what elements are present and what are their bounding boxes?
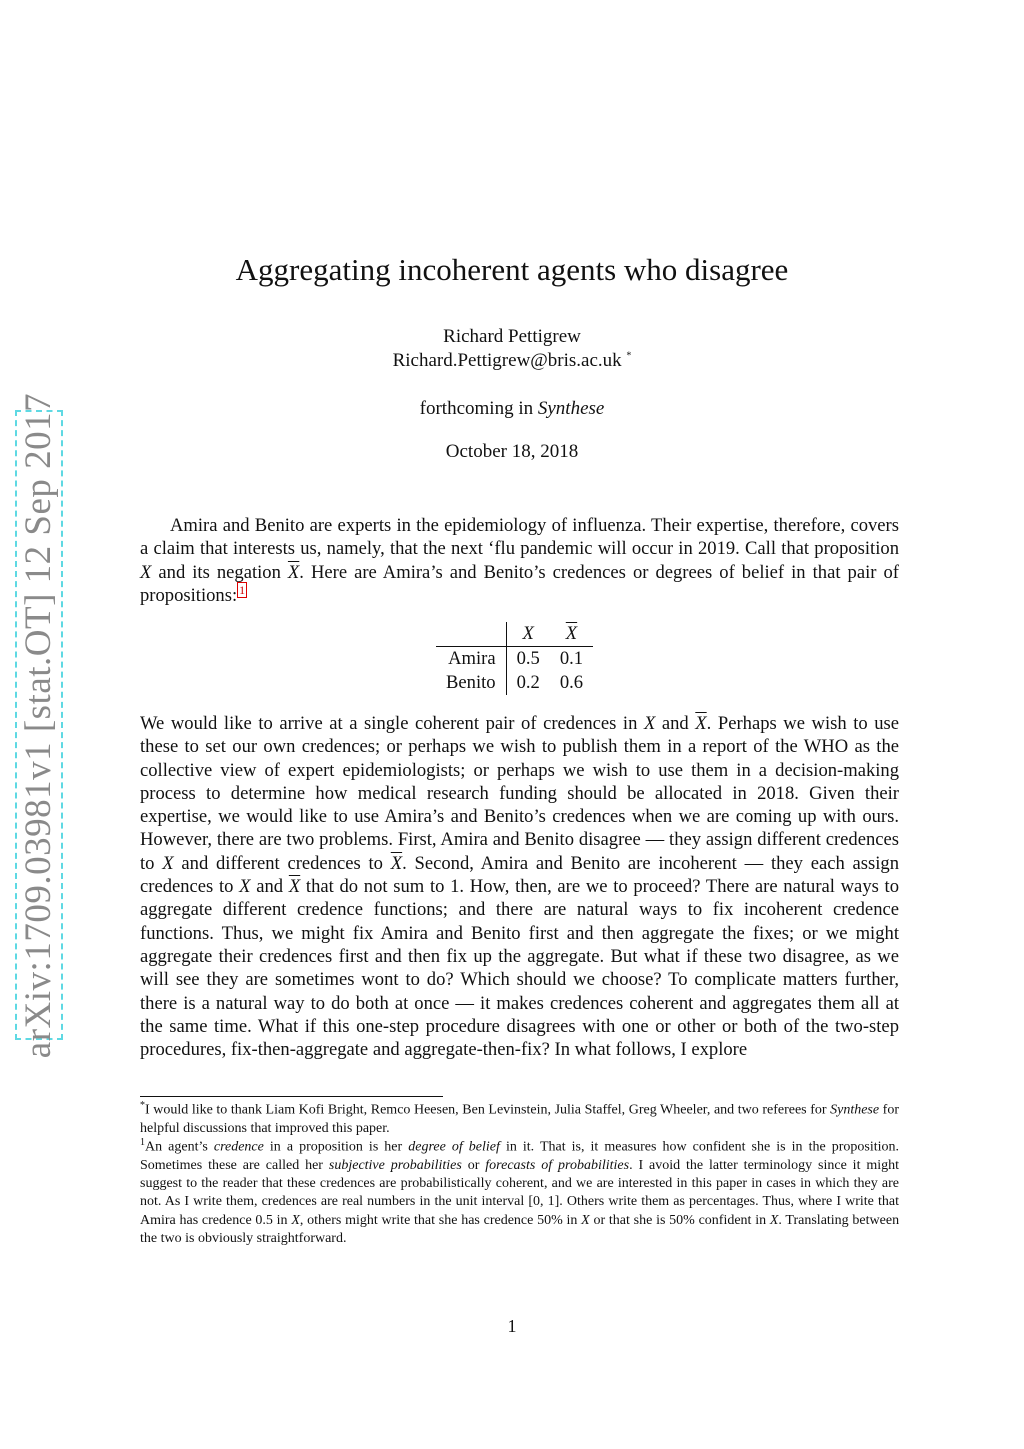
var-x: X: [769, 1212, 779, 1228]
intro-text-3: . Here are Amira’s and Benito’s credences or degrees of belief in that pair of propositions:: [140, 561, 899, 607]
p2-text-4: and different credences to: [181, 852, 383, 874]
var-xbar: $\overline{X}$: [695, 713, 707, 734]
cell-x: 0.5: [516, 648, 540, 669]
var-xbar: $\overline{X}$: [390, 852, 403, 874]
fn1-emph: forecasts of probabilities: [485, 1157, 630, 1173]
fn-star-text-2: for helpful discussions that improved this paper.: [140, 1102, 899, 1136]
credence-table: [436, 622, 593, 695]
fn1-text: . Translating between the two is obviously straightforward.: [140, 1212, 900, 1246]
cell-xbar: 0.1: [559, 648, 584, 669]
paper-title: Aggregating incoherent agents who disagree: [235, 252, 789, 287]
var-x: X: [239, 876, 251, 898]
p2-text-2: and: [661, 713, 689, 734]
row-name: Amira: [436, 647, 506, 672]
fn1-emph: subjective probabilities: [328, 1157, 462, 1173]
intro-text-1: Amira and Benito are experts in the epidemiology of influenza. Their expertise, therefore, covers a claim that interests us, namely, that the next ‘flu pandemic will occur in 2019. Call that proposition: [140, 515, 899, 560]
venue-line: [0, 398, 1024, 420]
fn1-text: or: [467, 1157, 480, 1173]
p2-text-1: We would like to arrive at a single coherent pair of credences in: [140, 713, 638, 734]
footnote-1-mark: 1: [140, 1137, 145, 1149]
row-name: Benito: [436, 671, 506, 695]
p2-text-3: . Perhaps we wish to use these to set our own credences; or perhaps we wish to publish them in a report of the WHO as the collective view of expert epidemiologists; or perhaps we wish to use them in a decision-making process to determine how medical research funding should be allocated in 2018. Given their expertise, we would like to use Amira’s and Benito’s credences when we are coming up with ours. However, there are two problems. First, Amira and Benito disagree — they assign different credences to: [140, 713, 899, 874]
fn1-emph: credence: [213, 1139, 264, 1155]
page-number: 1: [507, 1316, 517, 1336]
paragraph-problem: [140, 712, 899, 1061]
arxiv-stamp: [15, 392, 63, 1058]
fn-star-text-1: I would like to thank Liam Kofi Bright, Remco Heesen, Ben Levinstein, Julia Staffel, Greg Wheeler, and two referees for: [145, 1102, 827, 1118]
venue-name: Synthese: [537, 398, 605, 419]
fn-star-journal: Synthese: [830, 1102, 880, 1118]
footnote-acknowledgements: [140, 1101, 899, 1138]
arxiv-id: arXiv:1709.03981v1 [stat.OT] 12 Sep 2017: [18, 392, 60, 1058]
table-corner: [436, 622, 506, 647]
footnote-1: [140, 1138, 899, 1248]
email-footnote-mark: *: [626, 350, 632, 362]
footnote-star-mark: *: [140, 1100, 145, 1111]
var-x: X: [581, 1212, 590, 1228]
author-email-line: [0, 350, 1024, 372]
var-x: X: [140, 561, 152, 583]
fn1-text: An agent’s: [145, 1139, 208, 1155]
p2-text-5: . Second, Amira and Benito are incoherent — they each assign credences to: [140, 852, 900, 898]
var-x: X: [162, 852, 174, 874]
var-xbar: $\overline{X}$: [288, 876, 301, 898]
paper-date: October 18, 2018: [445, 441, 579, 462]
fn1-emph: degree of belief: [408, 1139, 500, 1155]
author-email[interactable]: Richard.Pettigrew@bris.ac.uk: [392, 350, 622, 371]
var-x: X: [643, 713, 656, 734]
col-header-x: X: [506, 622, 550, 647]
table-row: [436, 647, 593, 672]
footnotes: [140, 1101, 899, 1248]
var-xbar: $\overline{X}$: [287, 561, 300, 583]
var-x: X: [291, 1212, 300, 1228]
fn1-text: or that she is 50% confident in: [593, 1212, 767, 1228]
footnote-divider: [140, 1096, 443, 1097]
table-row: [436, 671, 593, 695]
fn1-text: in a proposition is her: [269, 1139, 403, 1155]
fn1-text: , others might write that she has credence 50% in: [299, 1212, 578, 1228]
fn1-text: in it. That is, it measures how confident she is in the proposition. Sometimes these are called her: [140, 1139, 900, 1173]
paragraph-intro: [140, 514, 899, 607]
col-header-xbar: $\overline{X}$: [550, 622, 593, 647]
author-name: Richard Pettigrew: [443, 326, 581, 347]
footnote-1-link[interactable]: 1: [239, 582, 246, 597]
cell-xbar: 0.6: [559, 672, 584, 693]
cell-x: 0.2: [516, 672, 540, 693]
venue-prefix: forthcoming in: [419, 398, 534, 419]
p2-text-6: and: [256, 876, 284, 898]
p2-text-7: that do not sum to 1. How, then, are we to proceed? There are natural ways to aggregate different credence functions; and there are natural ways to fix incoherent credence functions. Thus, we might fix Amira and Benito first and then aggregate the fixes; or we might aggregate their credences first and then fix up the aggregate. But what if these two disagree, as we will see they are sometimes wont to do? Which should we choose? To complicate matters further, there is a natural way to do both at once — it makes credences coherent and aggregates them all at the same time. What if this one-step procedure disagrees with one or other or both of the two-step procedures, fix-then-aggregate and aggregate-then-fix? In what follows, I explore: [140, 876, 900, 1061]
table-header-row: [436, 622, 593, 647]
intro-text-2: and its negation: [158, 561, 281, 583]
fn1-text: . I avoid the latter terminology since it might suggest to the reader that these credences are probabilistically coherent, and we are interested in this paper in cases in which they are not. As I write them, credences are real numbers in the unit interval [0, 1]. Others write them as percentages. Thus, where I write that Amira has credence 0.5 in: [140, 1157, 900, 1228]
